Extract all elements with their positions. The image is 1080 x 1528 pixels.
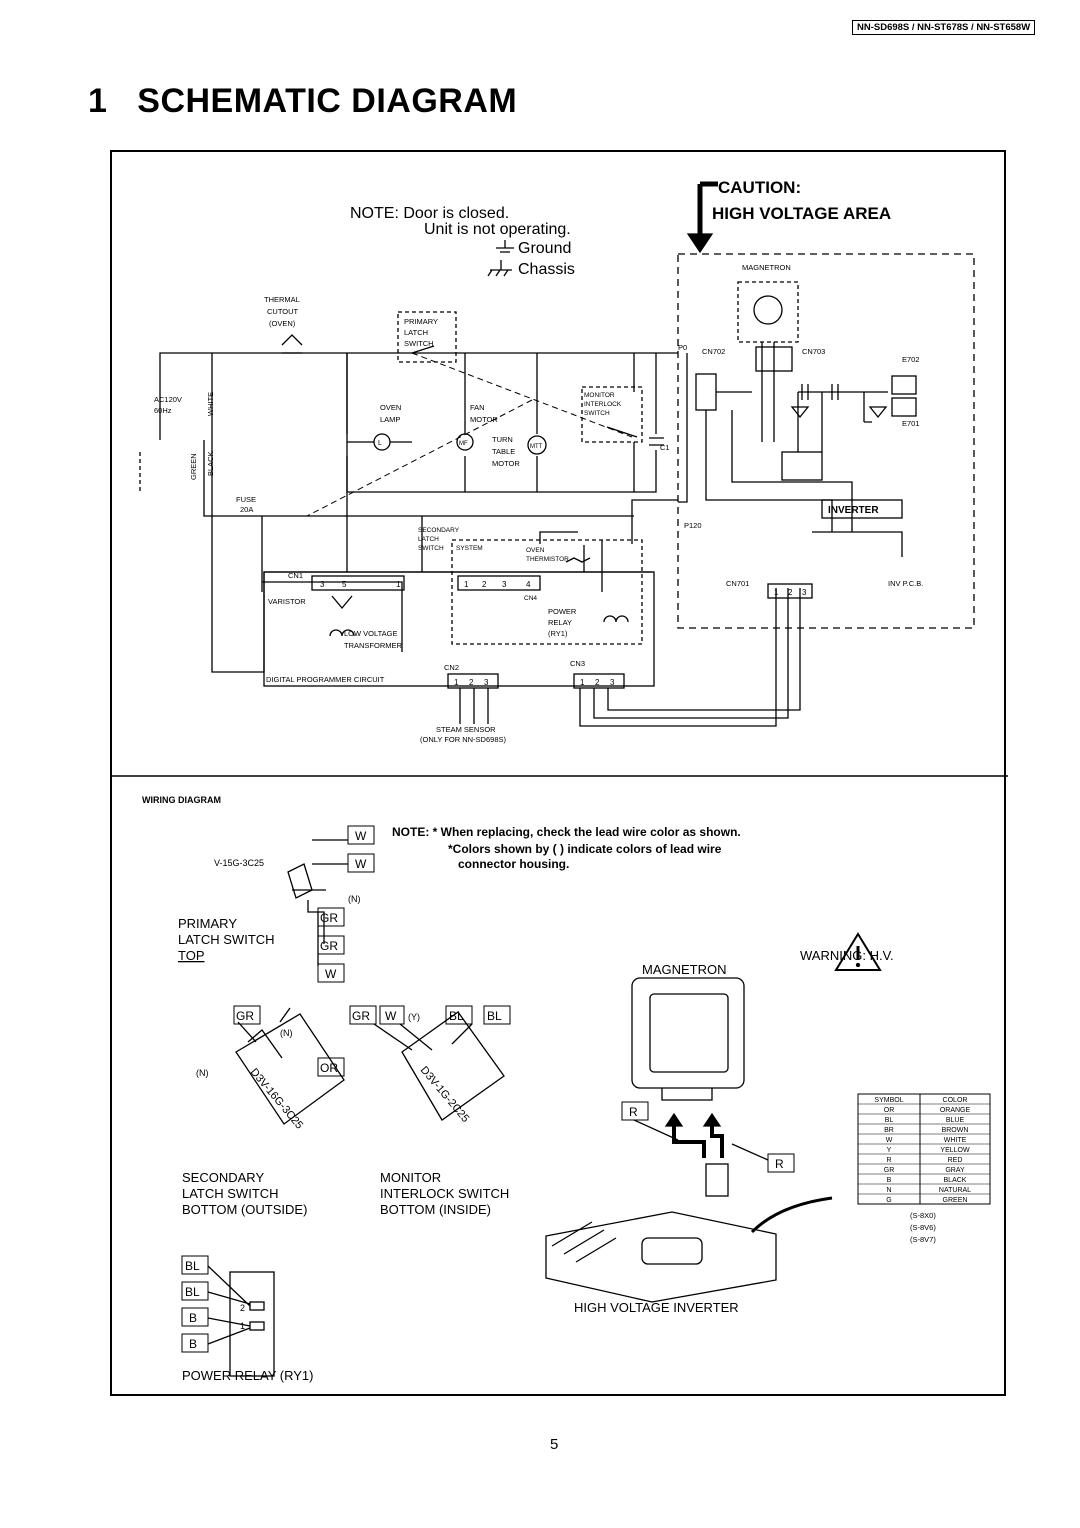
monitor-switch-blade — [607, 427, 637, 437]
p120-label: P120 — [684, 521, 702, 530]
relay-pin-1-label: 1 — [240, 1321, 246, 1331]
color-table-header-color: COLOR — [942, 1097, 968, 1104]
note-not-operating: Unit is not operating. — [424, 221, 571, 238]
inverter-wiring-title: HIGH VOLTAGE INVERTER — [574, 1300, 739, 1315]
model-number-tag: NN-SD698S / NN-ST678S / NN-ST658W — [852, 20, 1035, 35]
turntable-label-2: TABLE — [492, 447, 516, 456]
fan-branch — [347, 353, 465, 492]
magnetron-schematic-label: MAGNETRON — [742, 263, 791, 272]
e701-block — [892, 398, 916, 416]
r-tag-2-text: R — [775, 1157, 784, 1171]
hv-diodes — [792, 407, 886, 417]
page-number: 5 — [550, 1436, 559, 1453]
secondary-latch-label-2: LATCH — [418, 536, 439, 543]
color-table-color: GRAY — [945, 1167, 965, 1174]
magnetron-symbol — [754, 296, 782, 324]
cn1-connector — [312, 576, 404, 590]
varistor-label: VARISTOR — [268, 597, 306, 606]
color-table-symbol: W — [885, 1137, 893, 1144]
color-table-color: GREEN — [942, 1197, 968, 1204]
n-mark-2: (N) — [280, 1028, 293, 1038]
magnetron-wiring-label: MAGNETRON — [642, 962, 727, 977]
lv-transformer-label-1: LOW VOLTAGE — [344, 629, 398, 638]
cn3-pin-1: 1 — [580, 678, 585, 687]
cn702-label: CN702 — [702, 347, 726, 356]
monitor-part-number: D3V-1G-2C25 — [417, 1064, 472, 1125]
ground-label: Ground — [518, 240, 572, 257]
inv-pcb-label: INV P.C.B. — [888, 579, 924, 588]
monitor-title-2: INTERLOCK SWITCH — [380, 1186, 510, 1201]
color-table-symbol: R — [886, 1157, 892, 1164]
relay-pin-2 — [250, 1302, 264, 1310]
power-relay-label-3: (RY1) — [548, 629, 568, 638]
p0-block — [696, 374, 716, 410]
fuse-label-2: 20A — [240, 505, 254, 514]
color-table-color: YELLOW — [940, 1147, 970, 1154]
sec-tag-or-text: OR — [320, 1061, 338, 1075]
color-table-color: ORANGE — [939, 1107, 971, 1114]
cn4-pin-3: 3 — [502, 580, 507, 589]
p120-wire — [632, 500, 678, 544]
tag-gr-1-text: GR — [320, 911, 338, 925]
section-title: SCHEMATIC DIAGRAM — [137, 82, 518, 120]
oven-lamp-label-2: LAMP — [380, 415, 401, 424]
primary-title-3: TOP — [178, 948, 205, 963]
primary-title-2: LATCH SWITCH — [178, 932, 275, 947]
color-table-symbol: GR — [883, 1167, 895, 1174]
thermal-cutout-label-3: (OVEN) — [269, 319, 296, 328]
color-table-color: WHITE — [943, 1137, 967, 1144]
r-tag-1-text: R — [629, 1105, 638, 1119]
secondary-title-2: LATCH SWITCH — [182, 1186, 279, 1201]
warning-dot — [857, 964, 860, 967]
hv-plug — [706, 1164, 728, 1196]
monitor-label-2: INTERLOCK — [584, 401, 622, 408]
secondary-latch-label-3: SWITCH — [418, 545, 444, 552]
mon-tag-bl-1-text: BL — [449, 1009, 464, 1023]
cn2-pin-2: 2 — [469, 678, 474, 687]
color-table-symbol: OR — [883, 1107, 895, 1114]
fuse-label-1: FUSE — [236, 495, 257, 504]
turntable-label-1: TURN — [492, 435, 513, 444]
inverter-code-3: (S-8V7) — [910, 1235, 936, 1244]
thermistor-label-1: OVEN — [526, 547, 545, 554]
relay-tag-bl-2-text: BL — [185, 1285, 200, 1299]
cn1-pin-b: 5 — [342, 580, 347, 589]
inverter-label: INVERTER — [828, 505, 879, 516]
oven-lamp-symbol — [374, 434, 390, 450]
mon-tag-bl-2-text: BL — [487, 1009, 502, 1023]
color-table-header-symbol: SYMBOL — [874, 1097, 904, 1104]
relay-leads — [584, 540, 602, 592]
mon-tag-w-text: W — [385, 1009, 397, 1023]
e702-block — [892, 376, 916, 394]
secondary-title-3: BOTTOM (OUTSIDE) — [182, 1202, 308, 1217]
inverter-code-2: (S-8V6) — [910, 1223, 936, 1232]
monitor-label-1: MONITOR — [584, 392, 615, 399]
cn1-label: CN1 — [288, 571, 304, 580]
color-table — [858, 1094, 990, 1204]
page-title — [88, 82, 517, 121]
color-table-color: BLACK — [943, 1177, 967, 1184]
c1-label: C1 — [660, 443, 670, 452]
varistor-symbol — [332, 596, 352, 608]
magnetron-leads — [762, 342, 774, 442]
cn701-pin-2: 2 — [788, 588, 793, 597]
secondary-part-number: D3V-16G-3C25 — [247, 1066, 306, 1132]
cn1-pin-c: 1 — [396, 580, 401, 589]
capacitor-branch — [634, 353, 656, 492]
y-mark: (Y) — [408, 1012, 420, 1022]
ac-label-2: 60Hz — [154, 406, 172, 415]
ground-symbol — [496, 240, 514, 252]
magnetron-base — [662, 1088, 712, 1100]
cn703-label: CN703 — [802, 347, 826, 356]
color-table-color: NATURAL — [938, 1187, 972, 1194]
warning-hv-label: WARNING: H.V. — [800, 948, 894, 963]
cn701-label: CN701 — [726, 579, 750, 588]
cn701-pin-3: 3 — [802, 588, 807, 597]
inverter-drawing — [546, 1212, 776, 1302]
green-wire-label: GREEN — [189, 453, 198, 480]
cn3-label: CN3 — [570, 659, 586, 668]
magnetron-box — [738, 282, 798, 342]
section-number: 1 — [88, 82, 108, 120]
fan-motor-label-2: MOTOR — [470, 415, 498, 424]
white-wire-label: WHITE — [206, 391, 215, 416]
high-voltage-area — [678, 254, 974, 628]
system-label: SYSTEM — [456, 545, 483, 552]
cn3-pin-3: 3 — [610, 678, 615, 687]
schematic-svg — [112, 152, 1008, 1398]
black-wire-label: BLACK — [206, 451, 215, 476]
mon-tag-gr-text: GR — [352, 1009, 370, 1023]
color-table-color: BLUE — [945, 1117, 965, 1124]
n-mark-1: (N) — [348, 894, 361, 904]
cn1-pin-a: 3 — [320, 580, 325, 589]
cn701-pin-1: 1 — [774, 588, 779, 597]
note-door-closed: NOTE: Door is closed. — [350, 205, 510, 222]
hv-leads-red — [674, 1124, 722, 1158]
fan-motor-label-1: FAN — [470, 403, 485, 412]
lv-transformer-label-2: TRANSFORMER — [344, 641, 402, 650]
sec-tag-gr-text: GR — [236, 1009, 254, 1023]
inverter-code-1: (S-8X0) — [910, 1211, 936, 1220]
tag-gr-2-text: GR — [320, 939, 338, 953]
primary-latch-label-3: SWITCH — [404, 339, 434, 348]
hv-lead-arrows — [666, 1114, 720, 1126]
color-table-color: BROWN — [941, 1127, 969, 1134]
thermal-cutout-label-2: CUTOUT — [267, 307, 299, 316]
wiring-diagram-title: WIRING DIAGRAM — [142, 795, 221, 805]
caution-label: CAUTION: — [718, 178, 802, 197]
digital-programmer-label: DIGITAL PROGRAMMER CIRCUIT — [266, 675, 385, 684]
inverter-heatsink — [552, 1222, 616, 1262]
steam-sensor-wires — [460, 688, 488, 724]
chassis-label: Chassis — [518, 261, 575, 278]
color-table-symbol: BL — [884, 1117, 894, 1124]
ac-label-1: AC120V — [154, 395, 182, 404]
n-mark-3: (N) — [196, 1068, 209, 1078]
control-wire-c — [347, 516, 422, 572]
schematic-figure — [110, 150, 1006, 1396]
magnetron-face — [650, 994, 728, 1072]
tag-w-3-text: W — [325, 967, 337, 981]
secondary-title-1: SECONDARY — [182, 1170, 265, 1185]
thermistor-symbol — [566, 558, 590, 562]
relay-coil-symbol — [604, 616, 628, 622]
color-table-symbol: G — [886, 1197, 892, 1204]
turntable-label-3: MOTOR — [492, 459, 520, 468]
steam-sensor-label-1: STEAM SENSOR — [436, 725, 496, 734]
thermistor-wire — [540, 532, 578, 544]
tt-symbol-letters: MTT — [530, 444, 543, 450]
inverter-ground-wire — [812, 532, 902, 557]
color-table-symbol: B — [886, 1177, 892, 1184]
cn4-pin-2: 2 — [482, 580, 487, 589]
primary-latch-label-1: PRIMARY — [404, 317, 439, 326]
primary-part-number: V-15G-3C25 — [214, 858, 265, 868]
power-relay-title: POWER RELAY (RY1) — [182, 1368, 314, 1383]
wiring-note-3: connector housing. — [458, 857, 570, 871]
oven-lamp-label-1: OVEN — [380, 403, 402, 412]
tag-w-1-text: W — [355, 829, 367, 843]
monitor-label-3: SWITCH — [584, 410, 610, 417]
relay-tag-b-1-text: B — [189, 1311, 198, 1325]
inverter-transformer — [642, 1238, 702, 1264]
cn2-label: CN2 — [444, 663, 460, 672]
color-table-symbol: Y — [886, 1147, 892, 1154]
chassis-symbol — [488, 260, 512, 276]
relay-pin-2-label: 2 — [240, 1303, 246, 1313]
color-table-symbol: N — [886, 1187, 892, 1194]
cn3-to-inverter-wires — [580, 588, 800, 726]
cn2-pin-3: 3 — [484, 678, 489, 687]
thermal-cutout-label-1: THERMAL — [264, 295, 300, 304]
color-table-color: RED — [947, 1157, 963, 1164]
color-table-symbol: BR — [884, 1127, 894, 1134]
relay-tag-bl-1-text: BL — [185, 1259, 200, 1273]
wiring-note-2: *Colors shown by ( ) indicate colors of lead wire — [448, 842, 722, 856]
e701-label: E701 — [902, 419, 920, 428]
primary-title-1: PRIMARY — [178, 916, 237, 931]
cn2-pin-1: 1 — [454, 678, 459, 687]
cn4-pin-1: 1 — [464, 580, 469, 589]
steam-sensor-label-2: (ONLY FOR NN-SD698S) — [420, 735, 506, 744]
secondary-latch-label-1: SECONDARY — [418, 527, 460, 534]
wiring-note-1: NOTE: * When replacing, check the lead wire color as shown. — [392, 825, 741, 839]
high-voltage-label: HIGH VOLTAGE AREA — [712, 204, 892, 223]
interlock-branch — [537, 353, 634, 492]
relay-pin-1 — [250, 1322, 264, 1330]
monitor-title-1: MONITOR — [380, 1170, 442, 1185]
lamp-symbol-letter: L — [378, 440, 382, 447]
primary-switch-body — [288, 864, 312, 898]
fan-symbol-letters: MF — [459, 441, 468, 447]
power-relay-label-1: POWER — [548, 607, 577, 616]
hv-transformer-block — [782, 452, 822, 480]
relay-tag-b-2-text: B — [189, 1337, 198, 1351]
thermal-cutout-symbol — [282, 335, 302, 353]
p0-wire — [678, 353, 687, 502]
cn4-label: CN4 — [524, 595, 538, 602]
p0-label: P0 — [678, 343, 688, 352]
cn4-pin-4: 4 — [526, 580, 531, 589]
e702-label: E702 — [902, 355, 920, 364]
tag-w-2-text: W — [355, 857, 367, 871]
cn3-pin-2: 2 — [595, 678, 600, 687]
primary-latch-label-2: LATCH — [404, 328, 429, 337]
inverter-leads — [752, 1198, 832, 1232]
monitor-title-3: BOTTOM (INSIDE) — [380, 1202, 491, 1217]
power-relay-label-2: RELAY — [548, 618, 573, 627]
caution-arrow-head — [688, 234, 712, 252]
hv-circuit-wires — [798, 392, 888, 452]
thermistor-label-2: THERMISTOR — [526, 556, 569, 563]
